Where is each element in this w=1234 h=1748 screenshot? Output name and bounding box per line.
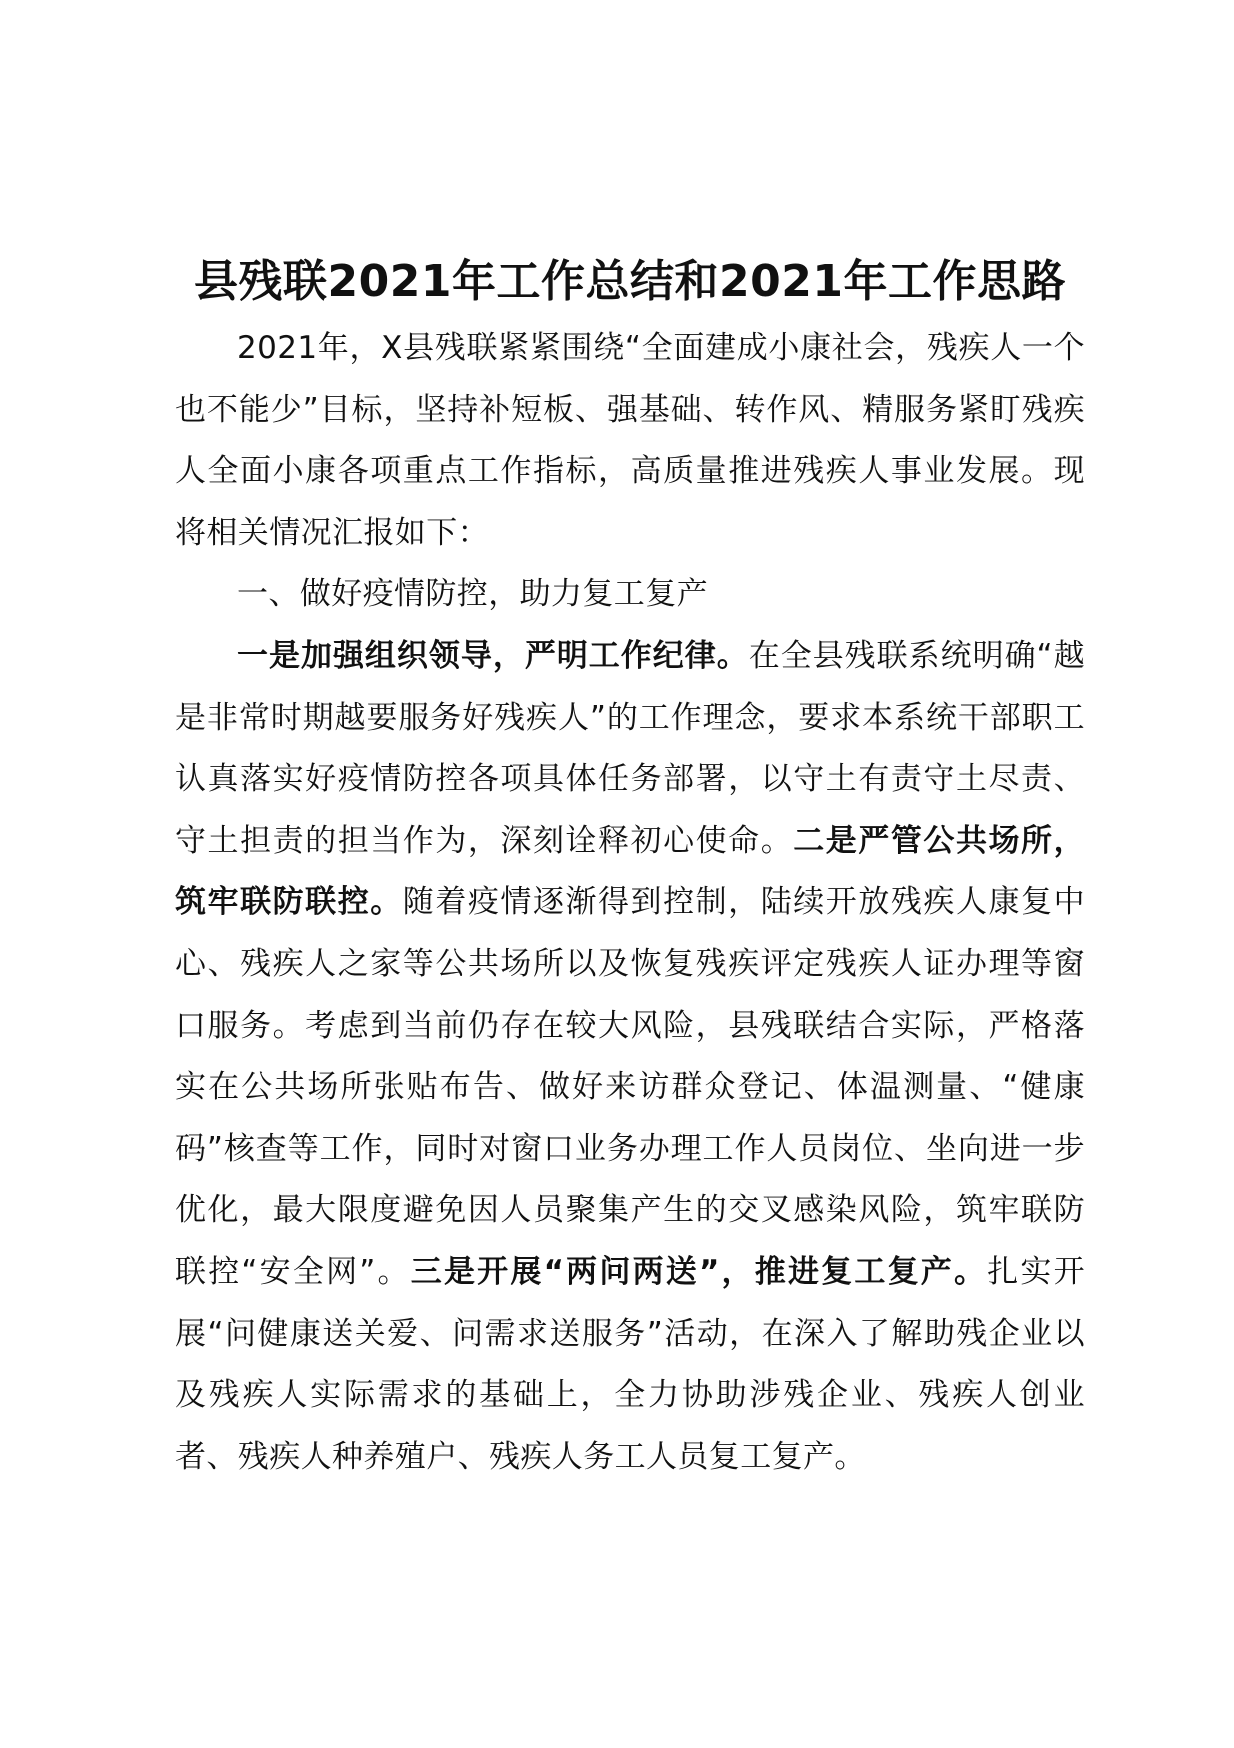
document-page	[175, 250, 1085, 1488]
point-two-heading: 二是严管公共场所，筑牢联防联控。	[175, 822, 1085, 921]
point-one-heading: 一是加强组织领导，严明工作纪律。	[237, 637, 749, 674]
section-body-paragraph	[175, 626, 1085, 1488]
document-title: 县残联2021年工作总结和2021年工作思路	[194, 256, 1066, 307]
point-one-text: 在全县残联系统明确“越是非常时期越要服务好残疾人”的工作理念，要求本系统干部职工认真落实好疫情防控各项具体任务部署，以守土有责守土尽责、守土担责的担当作为，深刻诠释初心使命。	[175, 637, 1085, 859]
section-heading: 一、做好疫情防控，助力复工复产	[237, 576, 708, 613]
intro-paragraph: 2021年，X县残联紧紧围绕“全面建成小康社会，残疾人一个也不能少”目标，坚持补短板、强基础、转作风、精服务紧盯残疾人全面小康各项重点工作指标，高质量推进残疾人事业发展。现将相关情况汇报如下：	[175, 330, 1085, 551]
point-three-text: 扎实开展“问健康送关爱、问需求送服务”活动，在深入了解助残企业以及残疾人实际需求的基础上，全力协助涉残企业、残疾人创业者、残疾人种养殖户、残疾人务工人员复工复产。	[175, 1253, 1085, 1475]
point-three-heading: 三是开展“两问两送”，推进复工复产。	[410, 1253, 988, 1290]
point-two-text: 随着疫情逐渐得到控制，陆续开放残疾人康复中心、残疾人之家等公共场所以及恢复残疾评定残疾人证办理等窗口服务。考虑到当前仍存在较大风险，县残联结合实际，严格落实在公共场所张贴布告、做好来访群众登记、体温测量、“健康码”核查等工作，同时对窗口业务办理工作人员岗位、坐向进一步优化，最大限度避免因人员聚集产生的交叉感染风险，筑牢联防联控“安全网”。	[175, 884, 1085, 1290]
